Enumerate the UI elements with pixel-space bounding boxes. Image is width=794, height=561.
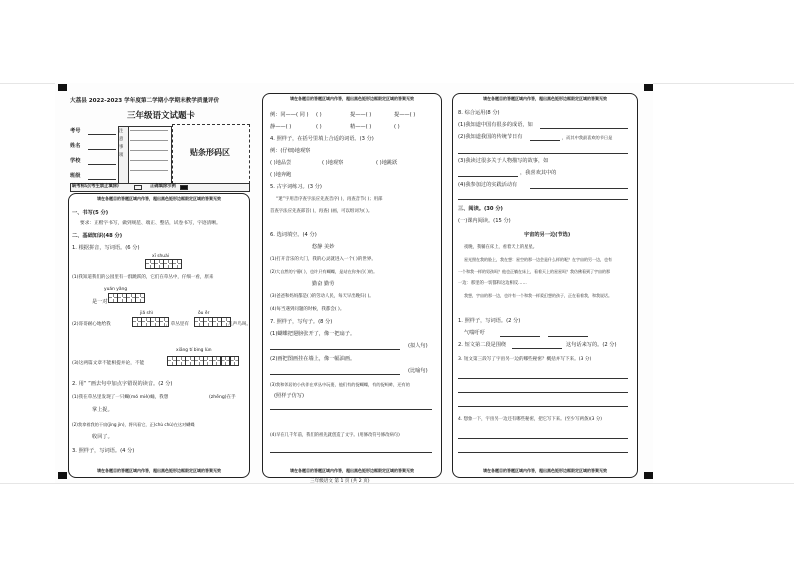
question-2a-end: 掌上捉。 (92, 407, 113, 413)
writing-grid-1b[interactable] (109, 293, 145, 303)
answer-blank[interactable]: ( ) (316, 124, 322, 130)
answer-blank[interactable]: ( ) (394, 124, 400, 130)
fill-example-label: 正确填涂示例 (150, 184, 176, 189)
passage-line: 夜晚，我躺在床上，看着天上的星星。 (464, 245, 538, 250)
answer-blank[interactable]: 提——( ) (394, 112, 416, 118)
answer-blank[interactable]: 精——( ) (350, 124, 372, 130)
answer-blank[interactable]: ( )地跳跃 (376, 160, 398, 166)
answer-line-8d-2[interactable] (458, 199, 628, 200)
question-2-title: 2. 用“ ”画去句中加点字错误的读音。(2 分) (72, 381, 173, 387)
answer-line-8b-2[interactable] (458, 153, 628, 154)
question-7b-text: (2)画把图画挂在墙上，像一幅油画。 (270, 356, 356, 362)
question-4-title: 4. 照样子，在括号里填上合适的词语。(3 分) (270, 136, 374, 142)
question-6-title: 6. 选词填空。(4 分) (270, 232, 317, 238)
exam-title: 大荔县 2022-2023 学年度第二学期小学期末教学质量评价 (70, 98, 220, 104)
question-8d-text: (4)我参加过的实践活动有 (458, 182, 518, 188)
writing-grid-1e[interactable] (168, 356, 239, 366)
section-writing: 一、书写(5 分) (72, 210, 109, 216)
registration-mark-bottom-right (644, 472, 653, 479)
question-6a-text: (1)打开音乐的大门，我的心灵就进入一个( )的世界。 (270, 257, 376, 262)
field-name[interactable] (88, 149, 116, 150)
answer-blank[interactable]: 静——( ) (270, 124, 292, 130)
answer-line-r4b[interactable] (458, 452, 628, 453)
question-8-title: 8. 综合运用(8 分) (458, 110, 500, 116)
writing-grid-1c[interactable] (133, 317, 169, 327)
question-5-title: 5. 古字词练习。(3 分) (270, 184, 322, 190)
column-warning-bottom: 请在各题目的答题区域内作答，超出黑色矩形边框限定区域的答案无效 (483, 468, 607, 473)
pinyin-1e: xiāng tí bìng lùn (176, 348, 212, 353)
field-label-school: 学校 (70, 158, 81, 164)
field-label-class: 班级 (70, 173, 81, 179)
registration-mark-top-right (644, 84, 653, 91)
answer-line-8d[interactable] (530, 188, 628, 189)
notice-text-line (130, 160, 168, 161)
answer-line-7a[interactable] (270, 349, 400, 350)
field-label-name: 姓名 (70, 143, 81, 149)
answer-line-r3b[interactable] (458, 392, 628, 393)
question-8a-text: (1)我知道中国有很多的成语，如 (458, 122, 533, 128)
question-7b-type: (比喻句) (408, 368, 428, 374)
word-choices-1: 悠静 美妙 (312, 244, 335, 250)
question-1b-middle: ，草丛里有 (166, 322, 189, 327)
question-7c-text: (3)我和邻居的小伙伴在草丛中玩耍，他们有的捉蝴蝶，有的捉蚂蚱，还有的 (270, 382, 410, 387)
question-5a-text: “迷”字用音序查字法应先查音序( )，再查音节( )；用部 (276, 197, 383, 202)
answer-line-r1a[interactable] (500, 336, 540, 337)
column-warning-bottom: 请在各题目的答题区域内作答，超出黑色矩形边框限定区域的答案无效 (97, 468, 221, 473)
question-4-example: 例：(仔细)地观察 (270, 148, 311, 154)
notice-text-line (130, 140, 168, 141)
barcode-label: 贴条形码区 (190, 148, 230, 157)
pinyin-1d: ǒu ěr (198, 311, 210, 316)
question-5b-text: 首查字法应先查部首( )，再查( )画，可以组词为( )。 (270, 209, 373, 214)
column-warning-bottom: 请在各题目的答题区域内作答，超出黑色矩形边框限定区域的答案无效 (290, 468, 414, 473)
absent-checkbox[interactable] (134, 185, 142, 191)
column-warning-top: 请在各题目的答题区域内作答，超出黑色矩形边框限定区域的答案无效 (483, 96, 607, 101)
field-label-exam-number: 考号 (70, 128, 81, 134)
question-7d-text: (4)早在几千年前，我们的祖先就创造了文字。(用修改符号修改病句) (270, 433, 400, 438)
answer-line-r4a[interactable] (458, 438, 628, 439)
example-row-1: 例：同——( 同 ) (270, 112, 309, 118)
question-7a-text: (1)蝴蝶把翅膀张开了，像一把扇子。 (270, 331, 356, 337)
notice-text-line (130, 170, 168, 171)
question-1a-continue: 是一对 (92, 299, 108, 305)
field-class[interactable] (88, 179, 116, 180)
question-2b-end: 收回了。 (92, 434, 113, 440)
question-1b-end: 几声鸟叫。 (228, 322, 251, 327)
question-1a-text: (1)我知道我们的公园里有一群跳跃的，它们在草丛中，仔细一看，原来 (72, 275, 214, 280)
question-7c-type: (照样子仿写) (274, 393, 304, 399)
answer-line-8a[interactable] (540, 128, 628, 129)
answer-line-r2[interactable] (512, 348, 562, 349)
field-exam-number[interactable] (88, 134, 116, 135)
question-2a-middle: (zhēng)在手 (209, 395, 236, 400)
answer-line-8b[interactable] (530, 140, 560, 141)
answer-blank[interactable]: ( ) (316, 112, 322, 118)
reading-question-1-example: 气喘吁吁 (464, 330, 485, 336)
answer-blank[interactable]: ( )地品尝 (270, 160, 292, 166)
question-2a-text: (1)我在草丛里发现了一只蝴(mó miè)蛹，我想 (72, 395, 169, 400)
registration-mark-top-left (58, 84, 67, 91)
reading-question-2: 2. 短文第二段是围绕 (458, 342, 507, 348)
question-8b-text: (2)我知道我国的传统节日有 (458, 134, 523, 140)
field-school[interactable] (88, 164, 116, 165)
question-8c-middle: ，我喜欢其中的 (520, 170, 557, 176)
word-choices-2: 勤奋 勤劳 (312, 281, 335, 287)
question-8c-text: (3)我读过很多关于人物描写的故事，如 (458, 158, 549, 164)
notice-text-line (130, 150, 168, 151)
reading-question-4: 4. 想象一下，宇宙另一边还有哪些秘密，把它写下来。(至少写两条)(3 分) (458, 417, 602, 422)
question-8b-middle: ，而其中我最喜欢的节日是 (562, 135, 613, 140)
passage-line: 一边：那里的一切都和这边相反…… (458, 281, 527, 286)
question-1-title: 1. 根据拼音，写词语。(6 分) (72, 245, 140, 251)
notice-text-line (130, 130, 168, 131)
answer-blank[interactable]: 提——( ) (350, 112, 372, 118)
fill-example-mark (180, 185, 188, 191)
writing-requirement: 要求：正楷字书写，做到规范、端正、整洁，试卷书写，字迹清晰。 (80, 221, 221, 226)
writing-grid-1a[interactable] (146, 259, 182, 269)
section-basic-knowledge: 二、基础知识(48 分) (72, 233, 123, 239)
answer-line-8c[interactable] (458, 176, 518, 177)
passage-line: 一个和我一样的男孩吗？他也正躺在床上，看着天上的星星吗？我仿佛看到了宇宙的那 (458, 269, 610, 274)
question-7-title: 7. 照样子，写句子。(8 分) (270, 319, 333, 325)
answer-line-7c[interactable] (270, 409, 432, 410)
answer-line-r3c[interactable] (458, 406, 628, 407)
reading-question-3: 3. 短文第三段写了宇宙另一边的哪些秘密？概括并写下来。(3 分) (458, 357, 592, 362)
passage-title: 宇宙的另一边(节选) (524, 232, 571, 238)
answer-blank[interactable]: ( )地奔跑 (270, 172, 292, 178)
answer-line-7b[interactable] (270, 374, 400, 375)
pinyin-1b: yuán yǎng (104, 287, 128, 292)
pinyin-1c: jiǎ shì (140, 311, 153, 316)
pinyin-1a: xī shuài (152, 254, 169, 259)
question-6c-text: (3)爸爸和妈妈都是( )的劳动人民，每天早出晚归( )。 (270, 294, 374, 299)
passage-line: 星光照在我的脸上，我在想：星空的那一边会是什么样的呢？在宇宙的另一边，也有 (464, 257, 612, 262)
question-1c-text: (3)这两篇文章不能相提并论，不能 (72, 361, 145, 366)
section-reading: 三、阅读。(30 分) (458, 206, 503, 212)
writing-grid-1d[interactable] (195, 317, 231, 327)
question-6b-text: (2)大自然的宁静( )，也许只有蝴蝶，是站在你身后( )的。 (270, 269, 378, 274)
absent-label: 缺考标记(考生禁止填涂) (72, 184, 119, 189)
question-3-title: 3. 照样子，写词语。(4 分) (72, 448, 135, 454)
column-warning-top: 请在各题目的答题区域内作答，超出黑色矩形边框限定区域的答案无效 (97, 196, 221, 201)
notice-box-label: 注 意 事 项 (119, 129, 124, 158)
question-2b-text: (2)我拿着我的干扇(jìng jìn)，将风看它，正(chù chù)在这对蝴蝶 (72, 422, 195, 427)
question-6d-text: (4)每当遇到问题的时候，我都会( )。 (270, 307, 345, 312)
page-number: 三年级语文 第 1 页 (共 2 页) (310, 479, 370, 484)
question-7a-type: (拟人句) (408, 343, 428, 349)
question-1b-text: (2)哥哥耐心地给我 (72, 322, 111, 327)
answer-blank[interactable]: ( )地观察 (322, 160, 344, 166)
answer-line-r3a[interactable] (458, 378, 628, 379)
exam-subtitle: 三年级语文试题卡 (127, 111, 196, 121)
notice-text-area (128, 126, 172, 184)
answer-line-r1b[interactable] (548, 336, 588, 337)
reading-question-1: 1. 照样子，写词语。(2 分) (458, 318, 521, 324)
column-warning-top: 请在各题目的答题区域内作答，超出黑色矩形边框限定区域的答案无效 (290, 96, 414, 101)
reading-question-2-end: 这句话来写的。(2 分) (566, 342, 617, 348)
passage-line: 我想，宇宙的那一边，也许有一个和我一样爱幻想的孩子，正在看着我，和我说话。 (464, 293, 612, 298)
reading-part-1: (一)课内阅读。(15 分) (458, 218, 511, 224)
answer-line-7d[interactable] (270, 452, 432, 453)
registration-mark-bottom-left (58, 472, 67, 479)
